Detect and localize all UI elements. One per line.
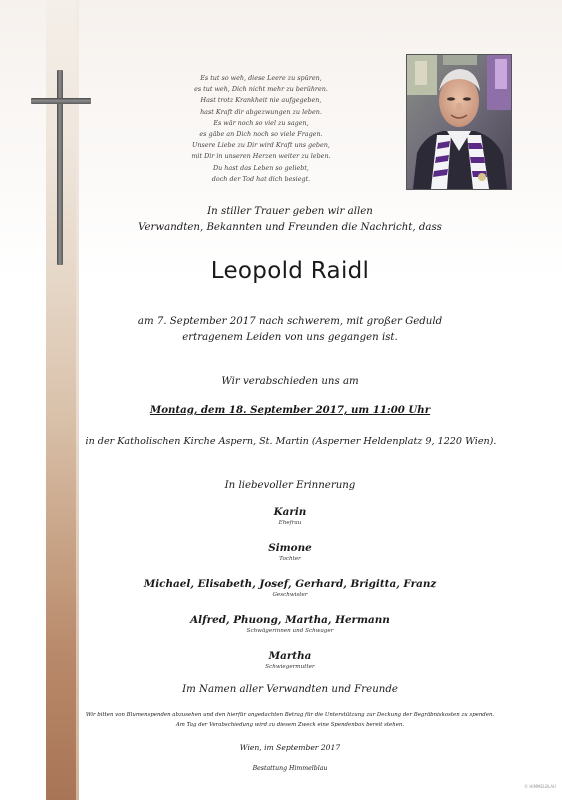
portrait-image — [407, 55, 511, 189]
poem-line: es tut weh, Dich nicht mehr zu berühren. — [194, 85, 328, 94]
mourner-relation: Geschwister — [272, 592, 308, 598]
intro-line: In stiller Trauer geben wir allen — [207, 206, 373, 217]
mourner-entry — [80, 505, 500, 527]
mourner-relation: Tochter — [279, 556, 301, 562]
mourner-entry — [80, 577, 500, 599]
farewell-date: Montag, dem 18. September 2017, um 11:00 Uhr — [149, 404, 431, 416]
poem-line: Es wär noch so viel zu sagen, — [213, 118, 309, 127]
mourner-names: Simone — [268, 542, 312, 554]
poem-line: Unsere Liebe zu Dir wird Kraft uns geben, — [192, 141, 330, 150]
donation-notice — [60, 711, 520, 730]
mourner-entry — [80, 613, 500, 635]
mourner-names: Martha — [268, 650, 312, 662]
mourner-entry — [80, 541, 500, 563]
mourner-names: Michael, Elisabeth, Josef, Gerhard, Brigitta, Franz — [143, 578, 437, 590]
poem-line: Hast trotz Krankheit nie aufgegeben, — [200, 96, 322, 105]
poem-line: Du hast das Leben so geliebt, — [213, 163, 309, 172]
farewell-intro — [80, 374, 500, 390]
announcement-intro — [90, 204, 490, 236]
poem-line: hast Kraft dir abgezwungen zu leben. — [200, 107, 322, 116]
death-line: am 7. September 2017 nach schwerem, mit großer Geduld — [137, 316, 443, 327]
farewell-intro-text: Wir verabschieden uns am — [221, 376, 359, 387]
poem-line: mit Dir in unseren Herzen weiter zu leben. — [191, 152, 331, 161]
mourner-names: Karin — [273, 506, 307, 518]
death-notice — [80, 314, 500, 345]
poem-line: doch der Tod hat dich besiegt. — [211, 174, 311, 183]
intro-line: Verwandten, Bekannten und Freunden die Nachricht, dass — [138, 222, 442, 233]
mourner-entry — [80, 649, 500, 671]
undertaker-name: Bestattung Himmelblau — [252, 765, 328, 772]
notice-line: Am Tag der Verabschiedung wird zu diesem Zweck eine Spendenbox bereit stehen. — [175, 721, 405, 728]
mourner-relation: Schwiegermutter — [265, 664, 315, 670]
farewell-location: in der Katholischen Kirche Aspern, St. Martin (Asperner Heldenplatz 9, 1220 Wien). — [85, 436, 497, 447]
portrait-photo — [406, 54, 512, 190]
deceased-name: Leopold Raidl — [210, 258, 370, 284]
cross-horizontal-beam — [31, 98, 91, 104]
memorial-poem — [150, 73, 372, 185]
memory-heading: In liebevoller Erinnerung — [224, 480, 356, 491]
mourner-names: Alfred, Phuong, Martha, Hermann — [190, 614, 390, 626]
poem-line: Es tut so weh, diese Leere zu spüren, — [200, 74, 322, 82]
mourner-relation: Schwägerinnen und Schwager — [246, 628, 334, 634]
death-line: ertragenem Leiden von uns gegangen ist. — [182, 331, 398, 343]
poem-line: es gäbe an Dich noch so viele Fragen. — [199, 130, 323, 139]
closing-line: Im Namen aller Verwandten und Freunde — [182, 684, 398, 695]
place-and-date: Wien, im September 2017 — [239, 743, 341, 752]
credit-mark: © HIMMELBLAU — [524, 784, 556, 789]
mourner-relation: Ehefrau — [278, 520, 302, 526]
decorative-stripe-edge — [76, 0, 79, 800]
notice-line: Wir bitten von Blumenspenden abzusehen und den hierfür angedachten Betrag für die Unterstützung zur Deckung der Begräbniskosten zu spenden. — [85, 712, 495, 718]
